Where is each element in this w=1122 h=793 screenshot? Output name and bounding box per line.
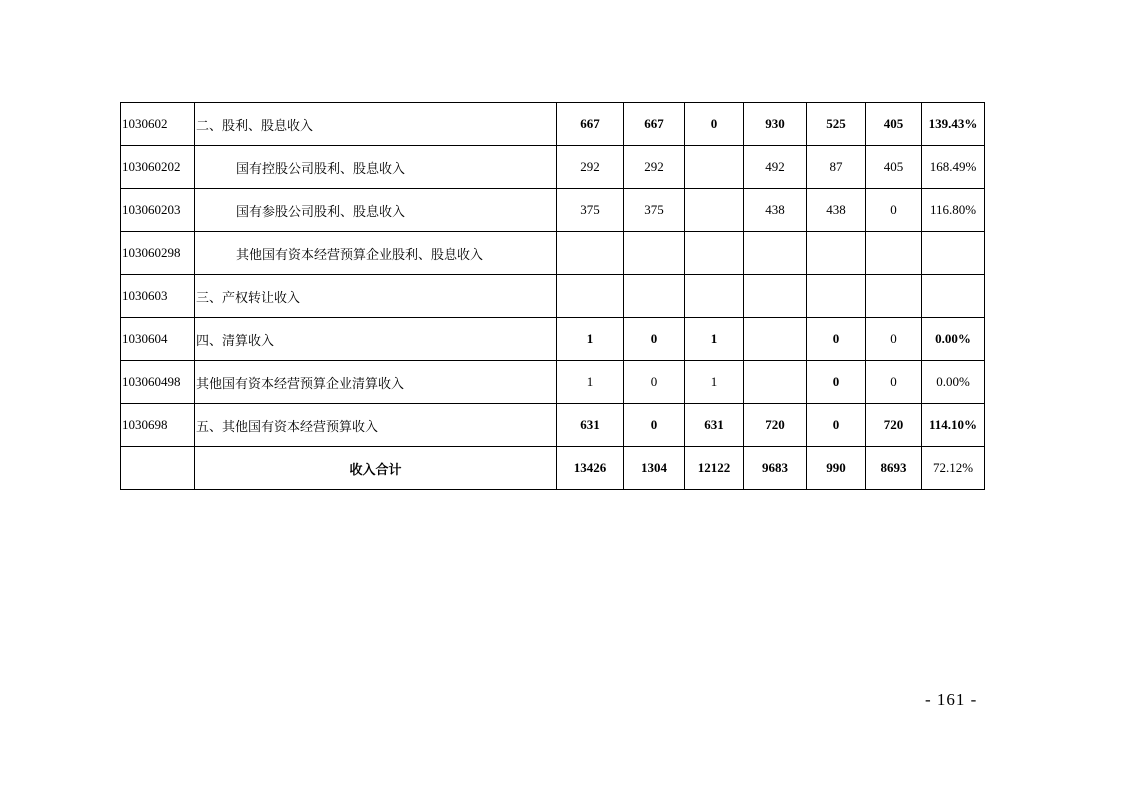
cell-v3 [685, 189, 744, 232]
table-row [121, 318, 985, 361]
cell-v1: 375 [557, 189, 624, 232]
cell-v6: 405 [866, 103, 922, 146]
row-name: 其他国有资本经营预算企业清算收入 [195, 361, 557, 404]
cell-v1: 1 [557, 318, 624, 361]
table-row [121, 361, 985, 404]
revenue-table [120, 102, 985, 490]
cell-v4: 492 [744, 146, 807, 189]
cell-v5: 438 [807, 189, 866, 232]
total-v3: 12122 [685, 447, 744, 490]
row-code: 103060202 [121, 146, 195, 189]
cell-v3 [685, 232, 744, 275]
cell-v1: 292 [557, 146, 624, 189]
cell-v6: 720 [866, 404, 922, 447]
cell-v4: 438 [744, 189, 807, 232]
table-row [121, 146, 985, 189]
cell-v4 [744, 275, 807, 318]
total-row [121, 447, 985, 490]
row-code: 1030602 [121, 103, 195, 146]
total-code [121, 447, 195, 490]
cell-pct: 139.43% [922, 103, 985, 146]
cell-v6 [866, 275, 922, 318]
total-v4: 9683 [744, 447, 807, 490]
cell-v5: 0 [807, 318, 866, 361]
table-row [121, 232, 985, 275]
cell-v5 [807, 232, 866, 275]
table-row [121, 189, 985, 232]
row-name: 其他国有资本经营预算企业股利、股息收入 [195, 232, 557, 275]
cell-v5: 0 [807, 404, 866, 447]
cell-v2 [624, 232, 685, 275]
cell-v5: 87 [807, 146, 866, 189]
cell-v5: 525 [807, 103, 866, 146]
cell-v5 [807, 275, 866, 318]
total-v1: 13426 [557, 447, 624, 490]
table-row [121, 103, 985, 146]
cell-pct: 0.00% [922, 361, 985, 404]
cell-v2: 667 [624, 103, 685, 146]
cell-pct [922, 232, 985, 275]
cell-v6: 0 [866, 189, 922, 232]
row-code: 1030604 [121, 318, 195, 361]
cell-v2: 0 [624, 404, 685, 447]
cell-v4 [744, 318, 807, 361]
table-row [121, 404, 985, 447]
cell-v2 [624, 275, 685, 318]
row-code: 103060498 [121, 361, 195, 404]
row-name: 国有控股公司股利、股息收入 [195, 146, 557, 189]
cell-v1: 1 [557, 361, 624, 404]
row-name: 国有参股公司股利、股息收入 [195, 189, 557, 232]
cell-v5: 0 [807, 361, 866, 404]
row-name: 五、其他国有资本经营预算收入 [195, 404, 557, 447]
cell-v4: 930 [744, 103, 807, 146]
cell-v2: 292 [624, 146, 685, 189]
cell-v2: 0 [624, 361, 685, 404]
cell-v6 [866, 232, 922, 275]
cell-v2: 375 [624, 189, 685, 232]
row-code: 1030603 [121, 275, 195, 318]
cell-v3: 1 [685, 361, 744, 404]
total-v5: 990 [807, 447, 866, 490]
cell-v6: 0 [866, 318, 922, 361]
cell-v4: 720 [744, 404, 807, 447]
row-name: 二、股利、股息收入 [195, 103, 557, 146]
cell-v3 [685, 275, 744, 318]
total-v6: 8693 [866, 447, 922, 490]
cell-v2: 0 [624, 318, 685, 361]
cell-v1: 631 [557, 404, 624, 447]
cell-v1 [557, 275, 624, 318]
cell-v1 [557, 232, 624, 275]
cell-v6: 0 [866, 361, 922, 404]
total-pct: 72.12% [922, 447, 985, 490]
row-code: 103060203 [121, 189, 195, 232]
total-v2: 1304 [624, 447, 685, 490]
cell-v4 [744, 361, 807, 404]
row-code: 1030698 [121, 404, 195, 447]
cell-v1: 667 [557, 103, 624, 146]
row-name: 四、清算收入 [195, 318, 557, 361]
cell-v3: 0 [685, 103, 744, 146]
cell-v3: 1 [685, 318, 744, 361]
cell-pct: 114.10% [922, 404, 985, 447]
cell-v3: 631 [685, 404, 744, 447]
row-name: 三、产权转让收入 [195, 275, 557, 318]
cell-pct: 168.49% [922, 146, 985, 189]
page-number: - 161 - [925, 690, 978, 709]
cell-v3 [685, 146, 744, 189]
cell-pct: 0.00% [922, 318, 985, 361]
cell-pct: 116.80% [922, 189, 985, 232]
cell-pct [922, 275, 985, 318]
cell-v6: 405 [866, 146, 922, 189]
table-row [121, 275, 985, 318]
row-code: 103060298 [121, 232, 195, 275]
cell-v4 [744, 232, 807, 275]
total-label: 收入合计 [195, 447, 557, 490]
